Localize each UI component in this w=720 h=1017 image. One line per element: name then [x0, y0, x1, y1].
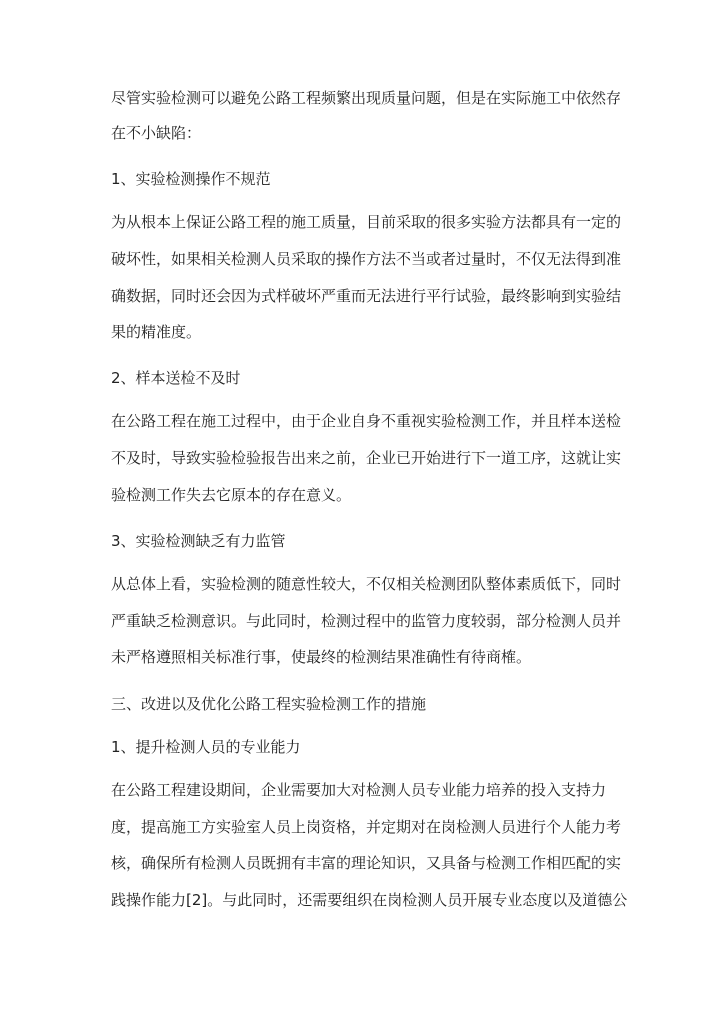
section-heading: 3、实验检测缺乏有力监管 — [111, 532, 286, 550]
text-line: 未严格遵照相关标准行事，使最终的检测结果准确性有待商榷。 — [111, 648, 532, 666]
section-heading: 1、提升检测人员的专业能力 — [111, 738, 301, 756]
text-line: 在公路工程建设期间，企业需要加大对检测人员专业能力培养的投入支持力 — [111, 781, 607, 799]
text-line: 度，提高施工方实验室人员上岗资格，并定期对在岗检测人员进行个人能力考 — [111, 818, 622, 836]
text-line: 确数据，同时还会因为式样破坏严重而无法进行平行试验，最终影响到实验结 — [111, 287, 622, 305]
text-line: 尽管实验检测可以避免公路工程频繁出现质量问题，但是在实际施工中依然存 — [111, 89, 622, 107]
text-line: 不及时，导致实验检验报告出来之前，企业已开始进行下一道工序，这就让实 — [111, 449, 622, 467]
text-line: 验检测工作失去它原本的存在意义。 — [111, 486, 352, 504]
text-line: 在不小缺陷： — [111, 124, 202, 142]
text-line: 从总体上看，实验检测的随意性较大，不仅相关检测团队整体素质低下，同时 — [111, 575, 622, 593]
section-heading: 1、实验检测操作不规范 — [111, 170, 271, 188]
text-line: 践操作能力[2]。与此同时，还需要组织在岗检测人员开展专业态度以及道德公 — [111, 891, 628, 909]
text-line: 破坏性，如果相关检测人员采取的操作方法不当或者过量时，不仅无法得到准 — [111, 250, 622, 268]
section-heading: 2、样本送检不及时 — [111, 369, 241, 387]
text-line: 核，确保所有检测人员既拥有丰富的理论知识，又具备与检测工作相匹配的实 — [111, 854, 622, 872]
text-line: 果的精准度。 — [111, 323, 202, 341]
text-line: 严重缺乏检测意识。与此同时，检测过程中的监管力度较弱，部分检测人员并 — [111, 612, 622, 630]
section-heading: 三、改进以及优化公路工程实验检测工作的措施 — [111, 695, 427, 713]
text-line: 为从根本上保证公路工程的施工质量，目前采取的很多实验方法都具有一定的 — [111, 213, 622, 231]
text-line: 在公路工程在施工过程中，由于企业自身不重视实验检测工作，并且样本送检 — [111, 412, 622, 430]
